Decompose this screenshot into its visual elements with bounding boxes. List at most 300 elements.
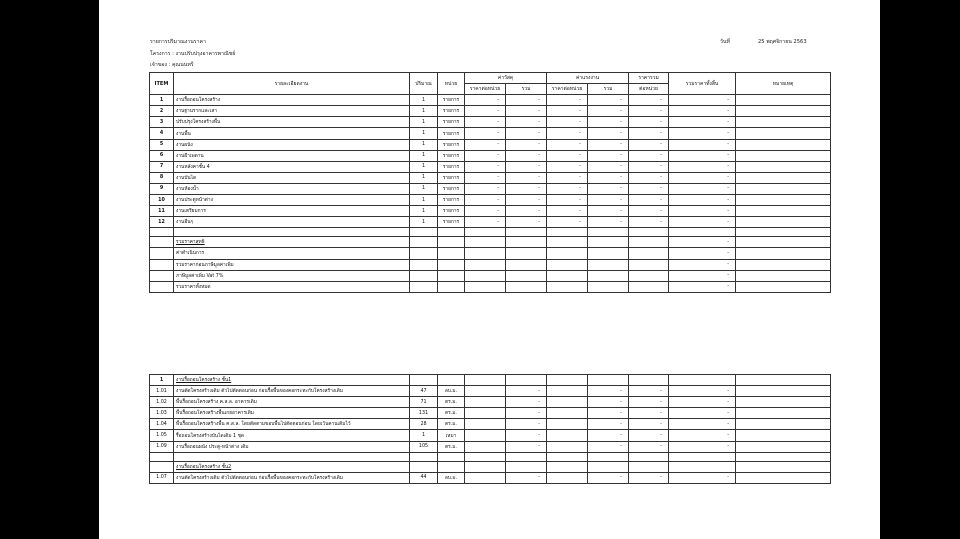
empty-cell (465, 237, 506, 248)
item-qty: 1 (410, 106, 438, 117)
material-per-unit: - (465, 161, 506, 172)
item-description: งานตัดโครงสร้างเดิม ตัวไปตัดตอนก่อน ก่อนรื้อพื้นของคอกระทะกับโครงสร้างเดิม (174, 472, 410, 483)
item-description: พื้นรื้อถอนโครงสร้างพื้นเกยอาคารเดิม (174, 408, 410, 419)
empty-cell (588, 228, 629, 237)
empty-cell (150, 452, 174, 461)
table-row (150, 228, 831, 237)
empty-cell (465, 281, 506, 292)
labor-sum: - (588, 161, 629, 172)
total-per-unit: - (629, 206, 669, 217)
empty-cell (547, 452, 588, 461)
total-per-unit: - (629, 217, 669, 228)
remark (736, 217, 831, 228)
labor-sum: - (588, 472, 629, 483)
empty-cell (588, 248, 629, 259)
total-per-unit: - (629, 172, 669, 183)
material-sum: - (506, 128, 547, 139)
grand-total: - (669, 150, 736, 161)
col-grand-total: รวมราคาทั้งสิ้น (669, 73, 736, 95)
section-item: 1 (150, 375, 174, 386)
remark (736, 106, 831, 117)
empty-cell (465, 375, 506, 386)
empty-cell (438, 270, 465, 281)
grand-total: - (669, 117, 736, 128)
item-unit: ลบ.ม. (438, 386, 465, 397)
empty-cell (438, 461, 465, 472)
labor-per-unit: - (547, 183, 588, 194)
empty-cell (506, 228, 547, 237)
empty-cell (547, 419, 588, 430)
boq-detail-table (149, 374, 831, 484)
table-row (150, 408, 831, 419)
empty-cell (547, 248, 588, 259)
empty-cell (410, 281, 438, 292)
col-labor-sum: รวม (588, 84, 629, 95)
item-description: งานพื้น (174, 128, 410, 139)
table-row (150, 206, 831, 217)
grand-total: - (669, 419, 736, 430)
item-qty: 1 (410, 172, 438, 183)
labor-per-unit: - (547, 172, 588, 183)
grand-total: - (669, 128, 736, 139)
empty-cell (588, 237, 629, 248)
empty-cell (547, 375, 588, 386)
item-qty: 1 (410, 128, 438, 139)
material-sum: - (506, 106, 547, 117)
col-desc: รายละเอียดงาน (174, 73, 410, 95)
summary-label: รวมราคาสุทธิ (174, 237, 410, 248)
table-row (150, 419, 831, 430)
summary-value: - (669, 270, 736, 281)
total-per-unit: - (629, 408, 669, 419)
empty-cell (465, 386, 506, 397)
item-number: 3 (150, 117, 174, 128)
empty-cell (629, 270, 669, 281)
empty-cell (150, 248, 174, 259)
item-number: 1.05 (150, 430, 174, 441)
grand-total: - (669, 217, 736, 228)
empty-cell (629, 248, 669, 259)
labor-sum: - (588, 150, 629, 161)
grand-total: - (669, 195, 736, 206)
total-per-unit: - (629, 419, 669, 430)
empty-cell (465, 441, 506, 452)
empty-cell (547, 472, 588, 483)
grand-total: - (669, 106, 736, 117)
col-labor-per-unit: ราคาต่อหน่วย (547, 84, 588, 95)
table-row (150, 106, 831, 117)
empty-cell (736, 248, 831, 259)
table-row (150, 237, 831, 248)
table-row (150, 397, 831, 408)
summary-value: - (669, 237, 736, 248)
labor-sum: - (588, 106, 629, 117)
empty-cell (629, 228, 669, 237)
grand-total: - (669, 441, 736, 452)
grand-total: - (669, 472, 736, 483)
empty-cell (588, 281, 629, 292)
total-per-unit: - (629, 430, 669, 441)
table-row (150, 259, 831, 270)
labor-sum: - (588, 183, 629, 194)
item-unit: รายการ (438, 172, 465, 183)
item-qty: 47 (410, 386, 438, 397)
empty-cell (629, 281, 669, 292)
empty-cell (465, 452, 506, 461)
total-per-unit: - (629, 397, 669, 408)
date-value: 25 พฤศจิกายน 2563 (758, 39, 807, 45)
item-unit: รายการ (438, 95, 465, 106)
item-number: 6 (150, 150, 174, 161)
empty-cell (669, 228, 736, 237)
boq-table (149, 72, 831, 293)
empty-cell (588, 461, 629, 472)
empty-cell (438, 259, 465, 270)
remark (736, 172, 831, 183)
remark (736, 397, 831, 408)
grand-total: - (669, 408, 736, 419)
empty-cell (150, 259, 174, 270)
labor-sum: - (588, 206, 629, 217)
grand-total: - (669, 206, 736, 217)
item-description: งานรื้อถอนผนัง ประตู-หน้าต่าง เดิม (174, 441, 410, 452)
remark (736, 183, 831, 194)
material-per-unit: - (465, 172, 506, 183)
empty-cell (547, 281, 588, 292)
empty-cell (669, 452, 736, 461)
grand-total: - (669, 386, 736, 397)
col-unit: หน่วย (438, 73, 465, 95)
empty-cell (736, 259, 831, 270)
empty-cell (410, 452, 438, 461)
item-qty: 28 (410, 419, 438, 430)
empty-cell (465, 270, 506, 281)
item-description: งานห้องน้ำ (174, 183, 410, 194)
grand-total: - (669, 397, 736, 408)
item-unit: รายการ (438, 106, 465, 117)
empty-cell (438, 281, 465, 292)
item-number: 10 (150, 195, 174, 206)
item-unit: รายการ (438, 217, 465, 228)
empty-cell (506, 248, 547, 259)
doc-title: รายการปริมาณงานราคา (150, 39, 206, 45)
labor-sum: - (588, 172, 629, 183)
remark (736, 150, 831, 161)
item-number: 4 (150, 128, 174, 139)
remark (736, 95, 831, 106)
col-material: ค่าวัสดุ (465, 73, 547, 84)
total-per-unit: - (629, 441, 669, 452)
total-per-unit: - (629, 106, 669, 117)
item-description: พื้นรื้อถอนโครงสร้าง ค.ส.ล. อาคารเดิม (174, 397, 410, 408)
empty-cell (588, 259, 629, 270)
item-unit: เหมา (438, 430, 465, 441)
material-sum: - (506, 217, 547, 228)
empty-cell (150, 270, 174, 281)
col-item: ITEM (150, 73, 174, 95)
item-description: งานบันได (174, 172, 410, 183)
empty-cell (736, 375, 831, 386)
item-unit: รายการ (438, 161, 465, 172)
item-unit: ตร.ม. (438, 408, 465, 419)
table-row (150, 270, 831, 281)
table-row (150, 472, 831, 483)
material-per-unit: - (465, 139, 506, 150)
empty-cell (465, 419, 506, 430)
empty-cell (736, 461, 831, 472)
empty-cell (547, 408, 588, 419)
empty-cell (736, 270, 831, 281)
material-per-unit: - (465, 117, 506, 128)
empty-cell (465, 461, 506, 472)
item-unit: ลบ.ม. (438, 472, 465, 483)
table-row (150, 386, 831, 397)
empty-cell (629, 452, 669, 461)
empty-cell (410, 270, 438, 281)
item-unit: รายการ (438, 128, 465, 139)
table-row (150, 150, 831, 161)
table-row (150, 375, 831, 386)
item-number: 1.02 (150, 397, 174, 408)
empty-cell (438, 375, 465, 386)
labor-sum: - (588, 128, 629, 139)
empty-cell (547, 397, 588, 408)
material-sum: - (506, 117, 547, 128)
col-total-group: ราคารวม (629, 73, 669, 84)
empty-cell (465, 259, 506, 270)
table-row (150, 195, 831, 206)
labor-per-unit: - (547, 106, 588, 117)
date-label: วันที่ (720, 39, 730, 45)
empty-cell (465, 228, 506, 237)
item-number: 5 (150, 139, 174, 150)
remark (736, 139, 831, 150)
item-description: งานเตรียมการ (174, 206, 410, 217)
material-sum: - (506, 195, 547, 206)
material-per-unit: - (465, 217, 506, 228)
empty-cell (547, 386, 588, 397)
remark (736, 441, 831, 452)
table-row (150, 128, 831, 139)
labor-sum: - (588, 117, 629, 128)
table-row (150, 441, 831, 452)
item-description: ปรับปรุงโครงสร้างพื้น (174, 117, 410, 128)
material-sum: - (506, 139, 547, 150)
empty-cell (506, 461, 547, 472)
item-description: งานประตูหน้าต่าง (174, 195, 410, 206)
item-unit: ตร.ม. (438, 441, 465, 452)
total-per-unit: - (629, 183, 669, 194)
material-per-unit: - (465, 150, 506, 161)
section-item (150, 461, 174, 472)
labor-per-unit: - (547, 195, 588, 206)
item-qty: 1 (410, 139, 438, 150)
item-qty: 1 (410, 161, 438, 172)
item-number: 8 (150, 172, 174, 183)
material-sum: - (506, 441, 547, 452)
material-per-unit: - (465, 183, 506, 194)
col-total-sub: ต่อหน่วย (629, 84, 669, 95)
empty-cell (588, 452, 629, 461)
total-per-unit: - (629, 117, 669, 128)
labor-sum: - (588, 441, 629, 452)
labor-per-unit: - (547, 95, 588, 106)
item-number: 1.04 (150, 419, 174, 430)
item-qty: 71 (410, 397, 438, 408)
empty-cell (465, 408, 506, 419)
labor-sum: - (588, 217, 629, 228)
empty-cell (438, 228, 465, 237)
empty-cell (669, 375, 736, 386)
empty-cell (410, 228, 438, 237)
empty-cell (736, 452, 831, 461)
summary-label: ค่าดำเนินการ (174, 248, 410, 259)
empty-cell (588, 270, 629, 281)
empty-cell (438, 248, 465, 259)
empty-cell (174, 228, 410, 237)
item-description: รื้อถอนโครงสร้างบันไดเดิม 1 ชุด (174, 430, 410, 441)
col-labor: ค่าแรงงาน (547, 73, 629, 84)
table-row (150, 217, 831, 228)
empty-cell (465, 248, 506, 259)
labor-per-unit: - (547, 117, 588, 128)
item-number: 1.09 (150, 441, 174, 452)
table-row (150, 248, 831, 259)
labor-per-unit: - (547, 150, 588, 161)
empty-cell (506, 237, 547, 248)
empty-cell (629, 259, 669, 270)
item-description: งานหลังคาชั้น 4 (174, 161, 410, 172)
empty-cell (174, 452, 410, 461)
table-row (150, 161, 831, 172)
empty-cell (465, 430, 506, 441)
grand-total: - (669, 95, 736, 106)
labor-sum: - (588, 95, 629, 106)
item-qty: 131 (410, 408, 438, 419)
empty-cell (438, 452, 465, 461)
summary-label: รวมราคาทั้งหมด (174, 281, 410, 292)
material-sum: - (506, 408, 547, 419)
col-material-sum: รวม (506, 84, 547, 95)
item-qty: 1 (410, 95, 438, 106)
owner-name: เจ้าของ : คุณนนทรี (150, 62, 194, 68)
item-qty: 1 (410, 206, 438, 217)
material-sum: - (506, 472, 547, 483)
labor-per-unit: - (547, 128, 588, 139)
labor-sum: - (588, 397, 629, 408)
total-per-unit: - (629, 195, 669, 206)
total-per-unit: - (629, 95, 669, 106)
table-row (150, 172, 831, 183)
material-per-unit: - (465, 206, 506, 217)
empty-cell (465, 397, 506, 408)
item-description: งานฝ้าเพดาน (174, 150, 410, 161)
grand-total: - (669, 430, 736, 441)
table-row (150, 139, 831, 150)
remark (736, 117, 831, 128)
item-number: 1.01 (150, 386, 174, 397)
col-qty: ปริมาณ (410, 73, 438, 95)
empty-cell (410, 237, 438, 248)
item-unit: รายการ (438, 183, 465, 194)
empty-cell (150, 237, 174, 248)
summary-label: รวมราคาก่อนภาษีมูลค่าเพิ่ม (174, 259, 410, 270)
section-title: งานรื้อถอนโครงสร้าง ชั้น1 (174, 375, 410, 386)
empty-cell (410, 461, 438, 472)
labor-per-unit: - (547, 139, 588, 150)
item-description: งานผนัง (174, 139, 410, 150)
total-per-unit: - (629, 128, 669, 139)
item-description: งานตัดโครงสร้างเดิม ตัวไปตัดตอนก่อน ก่อนรื้อพื้นของคอกระทะกับโครงสร้างเดิม (174, 386, 410, 397)
col-material-per-unit: ราคาต่อหน่วย (465, 84, 506, 95)
empty-cell (465, 472, 506, 483)
empty-cell (629, 237, 669, 248)
labor-sum: - (588, 419, 629, 430)
total-per-unit: - (629, 161, 669, 172)
empty-cell (410, 259, 438, 270)
item-number: 2 (150, 106, 174, 117)
table-row (150, 452, 831, 461)
empty-cell (438, 237, 465, 248)
item-unit: ตร.ม. (438, 419, 465, 430)
empty-cell (629, 461, 669, 472)
item-unit: รายการ (438, 150, 465, 161)
remark (736, 408, 831, 419)
material-sum: - (506, 183, 547, 194)
summary-value: - (669, 248, 736, 259)
item-number: 12 (150, 217, 174, 228)
material-sum: - (506, 95, 547, 106)
labor-per-unit: - (547, 161, 588, 172)
empty-cell (506, 281, 547, 292)
grand-total: - (669, 172, 736, 183)
labor-per-unit: - (547, 217, 588, 228)
material-sum: - (506, 430, 547, 441)
material-per-unit: - (465, 128, 506, 139)
empty-cell (547, 430, 588, 441)
remark (736, 128, 831, 139)
empty-cell (150, 281, 174, 292)
table-row (150, 183, 831, 194)
material-sum: - (506, 397, 547, 408)
item-number: 11 (150, 206, 174, 217)
item-number: 1.03 (150, 408, 174, 419)
empty-cell (547, 259, 588, 270)
labor-sum: - (588, 430, 629, 441)
section-title: งานรื้อถอนโครงสร้าง ชั้น2 (174, 461, 410, 472)
item-unit: รายการ (438, 139, 465, 150)
empty-cell (506, 259, 547, 270)
total-per-unit: - (629, 150, 669, 161)
item-number: 7 (150, 161, 174, 172)
total-per-unit: - (629, 472, 669, 483)
empty-cell (547, 228, 588, 237)
labor-sum: - (588, 139, 629, 150)
item-number: 9 (150, 183, 174, 194)
empty-cell (410, 248, 438, 259)
remark (736, 419, 831, 430)
labor-per-unit: - (547, 206, 588, 217)
empty-cell (410, 375, 438, 386)
item-qty: 1 (410, 217, 438, 228)
empty-cell (629, 375, 669, 386)
table-row (150, 281, 831, 292)
item-number: 1.07 (150, 472, 174, 483)
item-description: งานอื่นๆ (174, 217, 410, 228)
remark (736, 206, 831, 217)
item-qty: 1 (410, 195, 438, 206)
material-per-unit: - (465, 106, 506, 117)
